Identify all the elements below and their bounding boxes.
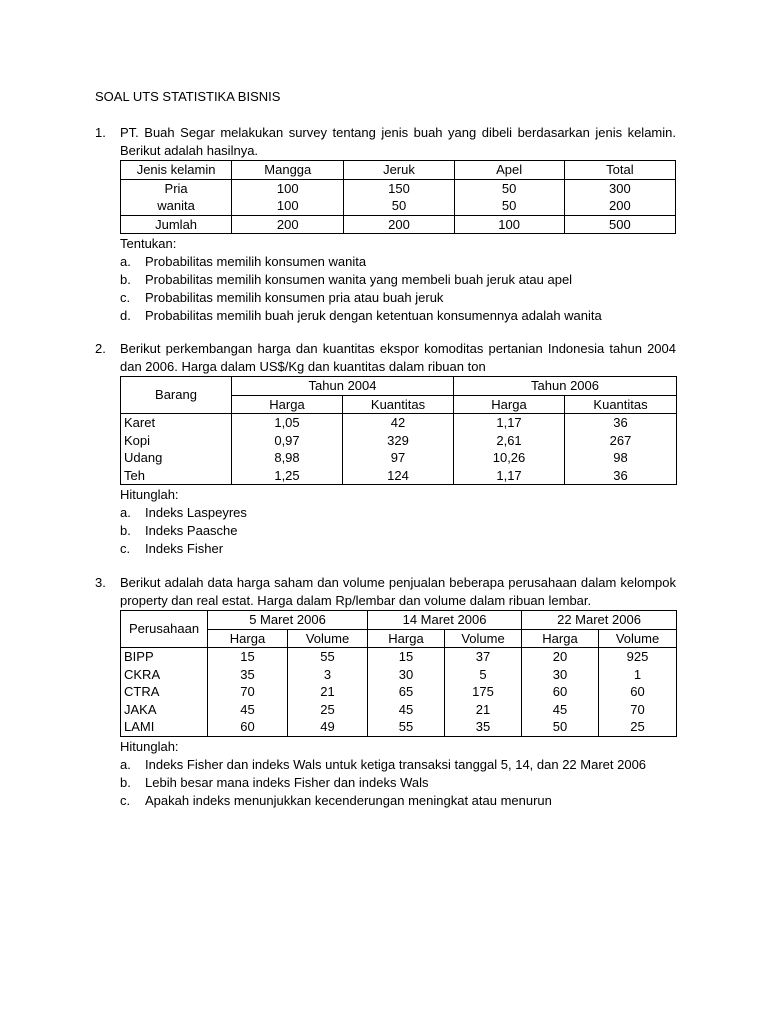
table-cell: 925 xyxy=(599,648,677,666)
survey-table xyxy=(120,160,676,234)
option-text: Indeks Laspeyres xyxy=(145,505,247,520)
table-cell: 55 xyxy=(288,648,368,666)
table-cell: 200 xyxy=(232,215,344,234)
table-row xyxy=(121,432,677,450)
table-cell: 200 xyxy=(344,215,454,234)
table-header: Volume xyxy=(288,629,368,648)
table-row xyxy=(121,701,677,719)
table-cell: 200 xyxy=(564,197,675,215)
table-group-header: 5 Maret 2006 xyxy=(208,611,368,630)
table-header: Apel xyxy=(454,161,564,180)
table-cell: 25 xyxy=(599,718,677,736)
option-list xyxy=(120,504,676,558)
option-text: Apakah indeks menunjukkan kecenderungan meningkat atau menurun xyxy=(145,792,552,808)
list-item xyxy=(120,540,676,558)
table-cell: 45 xyxy=(522,701,599,719)
table-cell: 124 xyxy=(343,467,454,485)
table-header: Harga xyxy=(522,629,599,648)
table-header-row xyxy=(121,161,676,180)
table-header: Jeruk xyxy=(344,161,454,180)
table-cell: 20 xyxy=(522,648,599,666)
table-cell: Teh xyxy=(121,467,232,485)
table-cell: 98 xyxy=(565,449,677,467)
table-cell: 50 xyxy=(522,718,599,736)
question-number: 2. xyxy=(95,341,106,356)
table-header: Volume xyxy=(599,629,677,648)
table-cell: 15 xyxy=(368,648,445,666)
question-number: 1. xyxy=(95,125,106,140)
table-cell: CKRA xyxy=(121,666,208,684)
instruction-label: Tentukan: xyxy=(120,236,177,251)
option-text: Probabilitas memilih konsumen wanita xyxy=(145,254,367,269)
table-header: Barang xyxy=(121,377,232,414)
export-table xyxy=(120,376,677,485)
table-cell: 97 xyxy=(343,449,454,467)
table-row xyxy=(121,666,677,684)
option-letter: b. xyxy=(120,774,131,790)
option-text: Probabilitas memilih buah jeruk dengan ketentuan konsumennya adalah wanita xyxy=(145,308,602,323)
table-cell: 3 xyxy=(288,666,368,684)
table-cell: LAMI xyxy=(121,718,208,736)
table-row xyxy=(121,467,677,485)
option-letter: b. xyxy=(120,272,131,287)
table-header-row xyxy=(121,611,677,630)
list-item xyxy=(120,504,676,522)
option-letter: c. xyxy=(120,290,131,305)
table-cell: 1,25 xyxy=(232,467,343,485)
table-cell: 21 xyxy=(445,701,522,719)
table-cell: 60 xyxy=(599,683,677,701)
table-header: Mangga xyxy=(232,161,344,180)
question-3 xyxy=(95,574,676,810)
question-text: Berikut perkembangan harga dan kuantitas ekspor komoditas pertanian Indonesia tahun 2004 dan 2006. Harga dalam US$/Kg dan kuantitas dalam ribuan ton xyxy=(120,341,676,374)
table-group-header: Tahun 2004 xyxy=(232,377,454,396)
table-cell: 70 xyxy=(599,701,677,719)
list-item xyxy=(120,756,676,774)
list-item xyxy=(120,271,676,289)
table-header: Harga xyxy=(208,629,288,648)
table-cell: 100 xyxy=(454,215,564,234)
question-2 xyxy=(95,340,676,558)
table-cell: 36 xyxy=(565,414,677,432)
table-cell: 2,61 xyxy=(454,432,565,450)
instruction-label: Hitunglah: xyxy=(120,487,179,502)
table-cell: Pria xyxy=(121,179,232,197)
table-cell: 5 xyxy=(445,666,522,684)
table-cell: 329 xyxy=(343,432,454,450)
table-cell: 50 xyxy=(454,179,564,197)
table-cell: wanita xyxy=(121,197,232,215)
table-cell: 267 xyxy=(565,432,677,450)
table-cell: 8,98 xyxy=(232,449,343,467)
question-1 xyxy=(95,124,676,325)
table-header: Volume xyxy=(445,629,522,648)
question-text: PT. Buah Segar melakukan survey tentang jenis buah yang dibeli berdasarkan jenis kelamin. Berikut adalah hasilnya. xyxy=(120,125,676,158)
table-cell: 1,17 xyxy=(454,414,565,432)
option-letter: a. xyxy=(120,505,131,520)
table-cell: Jumlah xyxy=(121,215,232,234)
instruction-label: Hitunglah: xyxy=(120,738,179,754)
option-text: Indeks Paasche xyxy=(145,523,238,538)
table-row xyxy=(121,648,677,666)
stock-table xyxy=(120,610,677,737)
option-text: Indeks Fisher dan indeks Wals untuk ketiga transaksi tanggal 5, 14, dan 22 Maret 2006 xyxy=(145,756,647,772)
list-item xyxy=(120,774,676,792)
table-cell: 21 xyxy=(288,683,368,701)
table-cell: 175 xyxy=(445,683,522,701)
document-title: SOAL UTS STATISTIKA BISNIS xyxy=(95,89,281,104)
list-item xyxy=(120,307,676,325)
option-letter: d. xyxy=(120,308,131,323)
option-list xyxy=(120,253,676,325)
option-text: Indeks Fisher xyxy=(145,541,224,556)
table-cell: 50 xyxy=(344,197,454,215)
table-cell: 30 xyxy=(522,666,599,684)
option-text: Probabilitas memilih konsumen pria atau buah jeruk xyxy=(145,290,444,305)
table-group-header: Tahun 2006 xyxy=(454,377,677,396)
list-item xyxy=(120,522,676,540)
table-cell: 100 xyxy=(232,179,344,197)
table-cell: Karet xyxy=(121,414,232,432)
table-cell: Kopi xyxy=(121,432,232,450)
option-letter: c. xyxy=(120,541,131,556)
table-header: Harga xyxy=(454,395,565,414)
list-item xyxy=(120,289,676,307)
table-cell: 49 xyxy=(288,718,368,736)
table-cell: 55 xyxy=(368,718,445,736)
table-cell: 0,97 xyxy=(232,432,343,450)
table-header: Total xyxy=(564,161,675,180)
table-cell: 30 xyxy=(368,666,445,684)
table-header: Harga xyxy=(368,629,445,648)
table-cell: 36 xyxy=(565,467,677,485)
table-cell: 35 xyxy=(208,666,288,684)
table-row xyxy=(121,215,676,234)
table-cell: 65 xyxy=(368,683,445,701)
table-cell: 150 xyxy=(344,179,454,197)
table-cell: 70 xyxy=(208,683,288,701)
table-cell: Udang xyxy=(121,449,232,467)
table-row xyxy=(121,414,677,432)
option-list xyxy=(120,756,676,810)
table-cell: 1,05 xyxy=(232,414,343,432)
list-item xyxy=(120,253,676,271)
table-cell: CTRA xyxy=(121,683,208,701)
option-letter: b. xyxy=(120,523,131,538)
option-text: Lebih besar mana indeks Fisher dan indeks Wals xyxy=(145,774,429,790)
table-cell: 1,17 xyxy=(454,467,565,485)
table-row xyxy=(121,718,677,736)
list-item xyxy=(120,792,676,810)
option-letter: a. xyxy=(120,254,131,269)
table-cell: 35 xyxy=(445,718,522,736)
table-cell: 100 xyxy=(232,197,344,215)
table-header: Harga xyxy=(232,395,343,414)
table-cell: 50 xyxy=(454,197,564,215)
option-text: Probabilitas memilih konsumen wanita yang membeli buah jeruk atau apel xyxy=(145,272,573,287)
table-header: Kuantitas xyxy=(343,395,454,414)
table-group-header: 22 Maret 2006 xyxy=(522,611,677,630)
table-row xyxy=(121,197,676,215)
question-number: 3. xyxy=(95,575,106,590)
table-header-row xyxy=(121,377,677,396)
option-letter: a. xyxy=(120,756,131,772)
table-group-header: 14 Maret 2006 xyxy=(368,611,522,630)
table-row xyxy=(121,683,677,701)
option-letter: c. xyxy=(120,792,131,808)
table-header: Kuantitas xyxy=(565,395,677,414)
table-cell: 60 xyxy=(208,718,288,736)
table-cell: BIPP xyxy=(121,648,208,666)
table-cell: 37 xyxy=(445,648,522,666)
table-cell: 300 xyxy=(564,179,675,197)
question-text: Berikut adalah data harga saham dan volume penjualan beberapa perusahaan dalam kelompok property dan real estat. Harga dalam Rp/lembar dan volume dalam ribuan lembar. xyxy=(120,575,676,608)
table-row xyxy=(121,179,676,197)
table-cell: 15 xyxy=(208,648,288,666)
table-cell: JAKA xyxy=(121,701,208,719)
table-cell: 10,26 xyxy=(454,449,565,467)
table-cell: 1 xyxy=(599,666,677,684)
table-cell: 45 xyxy=(208,701,288,719)
table-cell: 42 xyxy=(343,414,454,432)
table-cell: 45 xyxy=(368,701,445,719)
table-cell: 500 xyxy=(564,215,675,234)
table-row xyxy=(121,449,677,467)
table-header: Perusahaan xyxy=(121,611,208,648)
table-cell: 25 xyxy=(288,701,368,719)
table-header: Jenis kelamin xyxy=(121,161,232,180)
table-cell: 60 xyxy=(522,683,599,701)
